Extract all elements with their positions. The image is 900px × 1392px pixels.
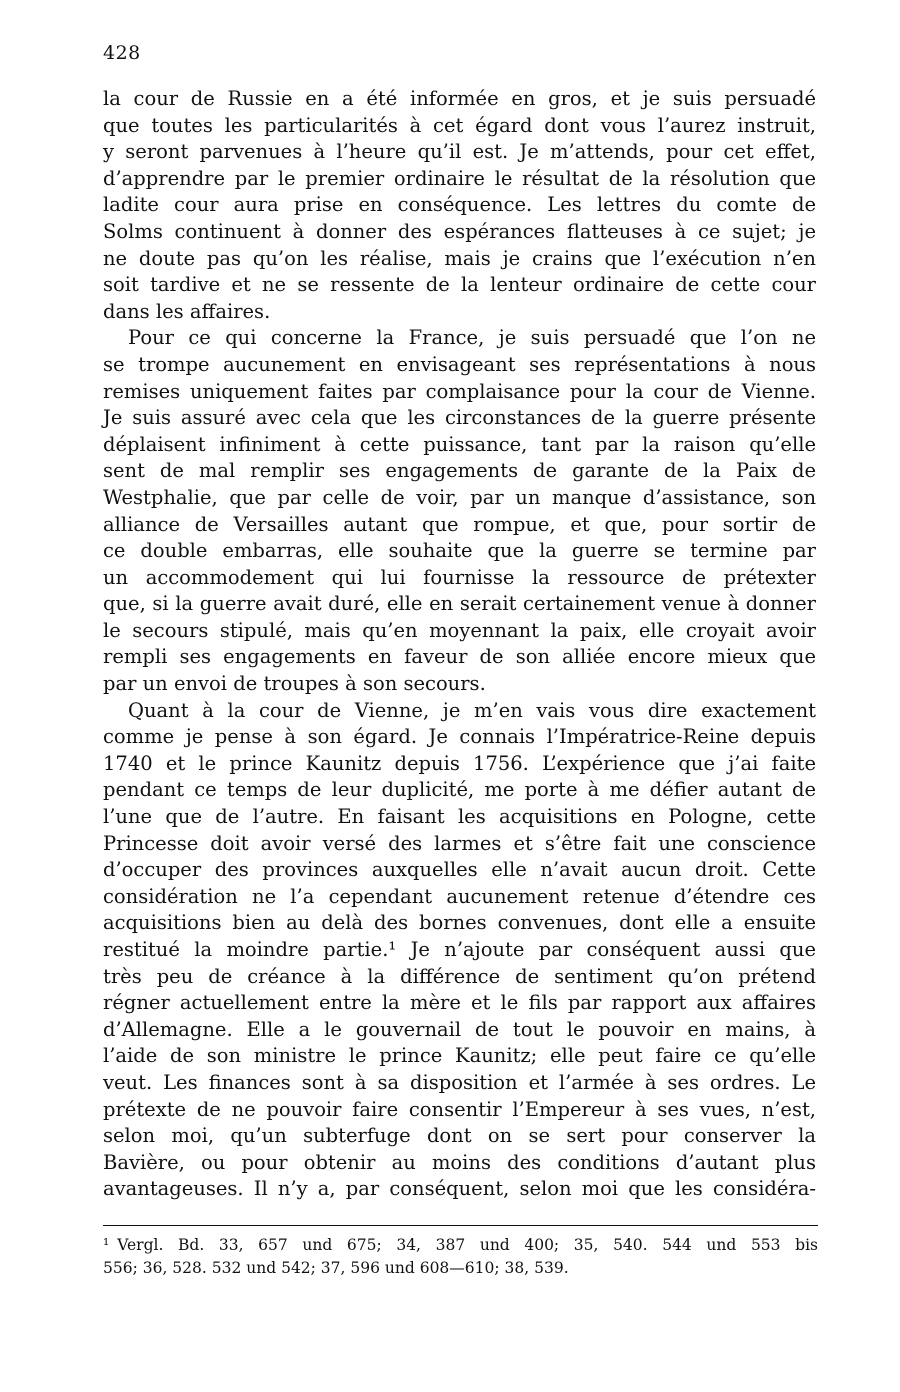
text-line: pendant ce temps de leur duplicité, me porte à me défier autant de	[103, 778, 816, 802]
text-line: Bavière, ou pour obtenir au moins des conditions d’autant plus	[103, 1150, 816, 1174]
text-line: déplaisent infiniment à cette puissance, tant par la raison qu’elle	[103, 432, 816, 456]
footnote-divider	[103, 1225, 818, 1226]
text-line: ne doute pas qu’on les réalise, mais je crains que l’exécution n’en	[103, 246, 816, 270]
text-line: d’Allemagne. Elle a le gouvernail de tout le pouvoir en mains, à	[103, 1017, 816, 1041]
text-line: l’aide de son ministre le prince Kaunitz; elle peut faire ce qu’elle	[103, 1044, 816, 1068]
text-line: Je suis assuré avec cela que les circonstances de la guerre présente	[103, 406, 816, 430]
text-line: 1740 et le prince Kaunitz depuis 1756. L’expérience que j’ai faite	[103, 751, 816, 775]
text-line: alliance de Versailles autant que rompue, et que, pour sortir de	[103, 512, 816, 536]
text-line: avantageuses. Il n’y a, par conséquent, selon moi que les considéra-	[103, 1177, 816, 1201]
footnote-text: Vergl. Bd. 33, 657 und 675; 34, 387 und 400; 35, 540. 544 und 553 bis	[117, 1236, 818, 1254]
text-line: remises uniquement faites par complaisance pour la cour de Vienne.	[103, 379, 816, 403]
text-line: d’occuper des provinces auxquelles elle n’avait aucun droit. Cette	[103, 858, 816, 882]
text-line: Pour ce qui concerne la France, je suis persuadé que l’on ne	[128, 326, 816, 350]
text-line: par un envoi de troupes à son secours.	[103, 672, 486, 696]
text-line: veut. Les finances sont à sa disposition et l’armée à ses ordres. Le	[103, 1070, 816, 1094]
text-line: un accommodement qui lui fournisse la ressource de prétexter	[103, 565, 816, 589]
text-line: restitué la moindre partie.¹ Je n’ajoute par conséquent aussi que	[103, 938, 816, 961]
text-line: se trompe aucunement en envisageant ses représentations à nous	[103, 352, 816, 376]
footnote-line: 556; 36, 528. 532 und 542; 37, 596 und 608—610; 38, 539.	[103, 1259, 569, 1277]
text-line: y seront parvenues à l’heure qu’il est. Je m’attends, pour cet effet,	[103, 140, 816, 164]
text-line: Quant à la cour de Vienne, je m’en vais vous dire exactement	[128, 698, 816, 722]
text-line: la cour de Russie en a été informée en gros, et je suis persuadé	[103, 87, 816, 110]
text-line: l’une que de l’autre. En faisant les acquisitions en Pologne, cette	[103, 805, 816, 829]
text-line: très peu de créance à la différence de sentiment qu’on prétend	[103, 964, 816, 988]
text-line: le secours stipulé, mais qu’en moyennant la paix, elle croyait avoir	[103, 618, 816, 642]
body-text	[103, 86, 816, 1203]
footnote-mark: ¹	[103, 1236, 110, 1254]
footnote	[103, 1234, 818, 1280]
page-number: 428	[103, 42, 141, 64]
text-line: rempli ses engagements en faveur de son alliée encore mieux que	[103, 645, 816, 669]
text-line: ce double embarras, elle souhaite que la guerre se termine par	[103, 539, 816, 563]
text-line: Solms continuent à donner des espérances flatteuses à ce sujet; je	[103, 219, 816, 243]
text-line: dans les affaires.	[103, 299, 271, 323]
text-line: soit tardive et ne se ressente de la lenteur ordinaire de cette cour	[103, 273, 816, 297]
text-line: régner actuellement entre la mère et le fils par rapport aux affaires	[103, 991, 816, 1015]
text-line: selon moi, qu’un subterfuge dont on se sert pour conserver la	[103, 1124, 816, 1148]
text-line: considération ne l’a cependant aucunement retenue d’étendre ces	[103, 884, 816, 908]
text-line: ladite cour aura prise en conséquence. Les lettres du comte de	[103, 193, 816, 217]
text-line: sent de mal remplir ses engagements de garante de la Paix de	[103, 459, 816, 483]
text-line: que toutes les particularités à cet égard dont vous l’aurez instruit,	[103, 113, 816, 137]
text-line: Princesse doit avoir versé des larmes et s’être fait une conscience	[103, 831, 816, 855]
footnote-line	[103, 1234, 818, 1257]
text-line: d’apprendre par le premier ordinaire le résultat de la résolution que	[103, 166, 816, 190]
text-line: prétexte de ne pouvoir faire consentir l’Empereur à ses vues, n’est,	[103, 1097, 816, 1121]
text-line: comme je pense à son égard. Je connais l’Impératrice-Reine depuis	[103, 725, 816, 749]
text-line: Westphalie, que par celle de voir, par un manque d’assistance, son	[103, 485, 816, 509]
text-line: que, si la guerre avait duré, elle en serait certainement venue à donner	[103, 592, 816, 616]
text-line: acquisitions bien au delà des bornes convenues, dont elle a ensuite	[103, 911, 816, 935]
